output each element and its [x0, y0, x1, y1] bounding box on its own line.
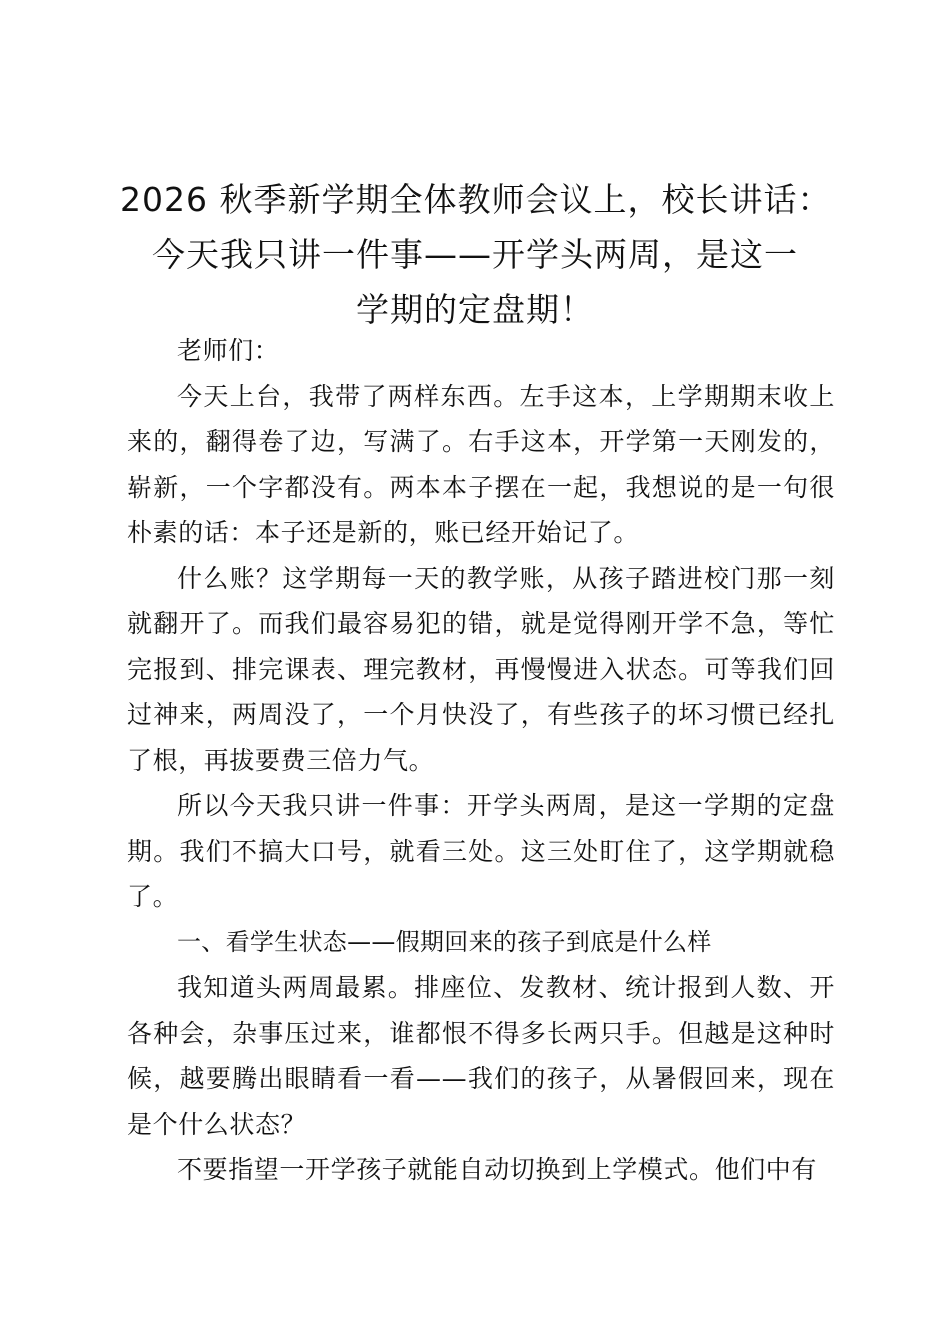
document-title — [120, 172, 830, 337]
title-line-3: 学期的定盘期！ — [356, 290, 594, 329]
paragraph: 所以今天我只讲一件事：开学头两周，是这一学期的定盘期。我们不搞大口号，就看三处。这三处盯住了，这学期就稳了。 — [127, 791, 835, 911]
title-line-1: 2026 秋季新学期全体教师会议上，校长讲话： — [120, 180, 832, 219]
section-heading: 一、看学生状态——假期回来的孩子到底是什么样 — [177, 927, 712, 956]
paragraph: 今天上台，我带了两样东西。左手这本，上学期期末收上来的，翻得卷了边，写满了。右手这本，开学第一天刚发的，崭新，一个字都没有。两本本子摆在一起，我想说的是一句很朴素的话：本子还是新的，账已经开始记了。 — [127, 381, 835, 547]
paragraph: 不要指望一开学孩子就能自动切换到上学模式。他们中有 — [177, 1155, 818, 1184]
title-line-2: 今天我只讲一件事——开学头两周，是这一 — [152, 235, 798, 274]
document-body — [127, 328, 835, 1193]
paragraph: 我知道头两周最累。排座位、发教材、统计报到人数、开各种会，杂事压过来，谁都恨不得多长两只手。但越是这种时候，越要腾出眼睛看一看——我们的孩子，从暑假回来，现在是个什么状态？ — [127, 973, 835, 1139]
paragraph: 什么账？这学期每一天的教学账，从孩子踏进校门那一刻就翻开了。而我们最容易犯的错，就是觉得刚开学不急，等忙完报到、排完课表、理完教材，再慢慢进入状态。可等我们回过神来，两周没了，一个月快没了，有些孩子的坏习惯已经扎了根，再拔要费三倍力气。 — [127, 563, 835, 775]
salutation: 老师们： — [177, 336, 280, 365]
